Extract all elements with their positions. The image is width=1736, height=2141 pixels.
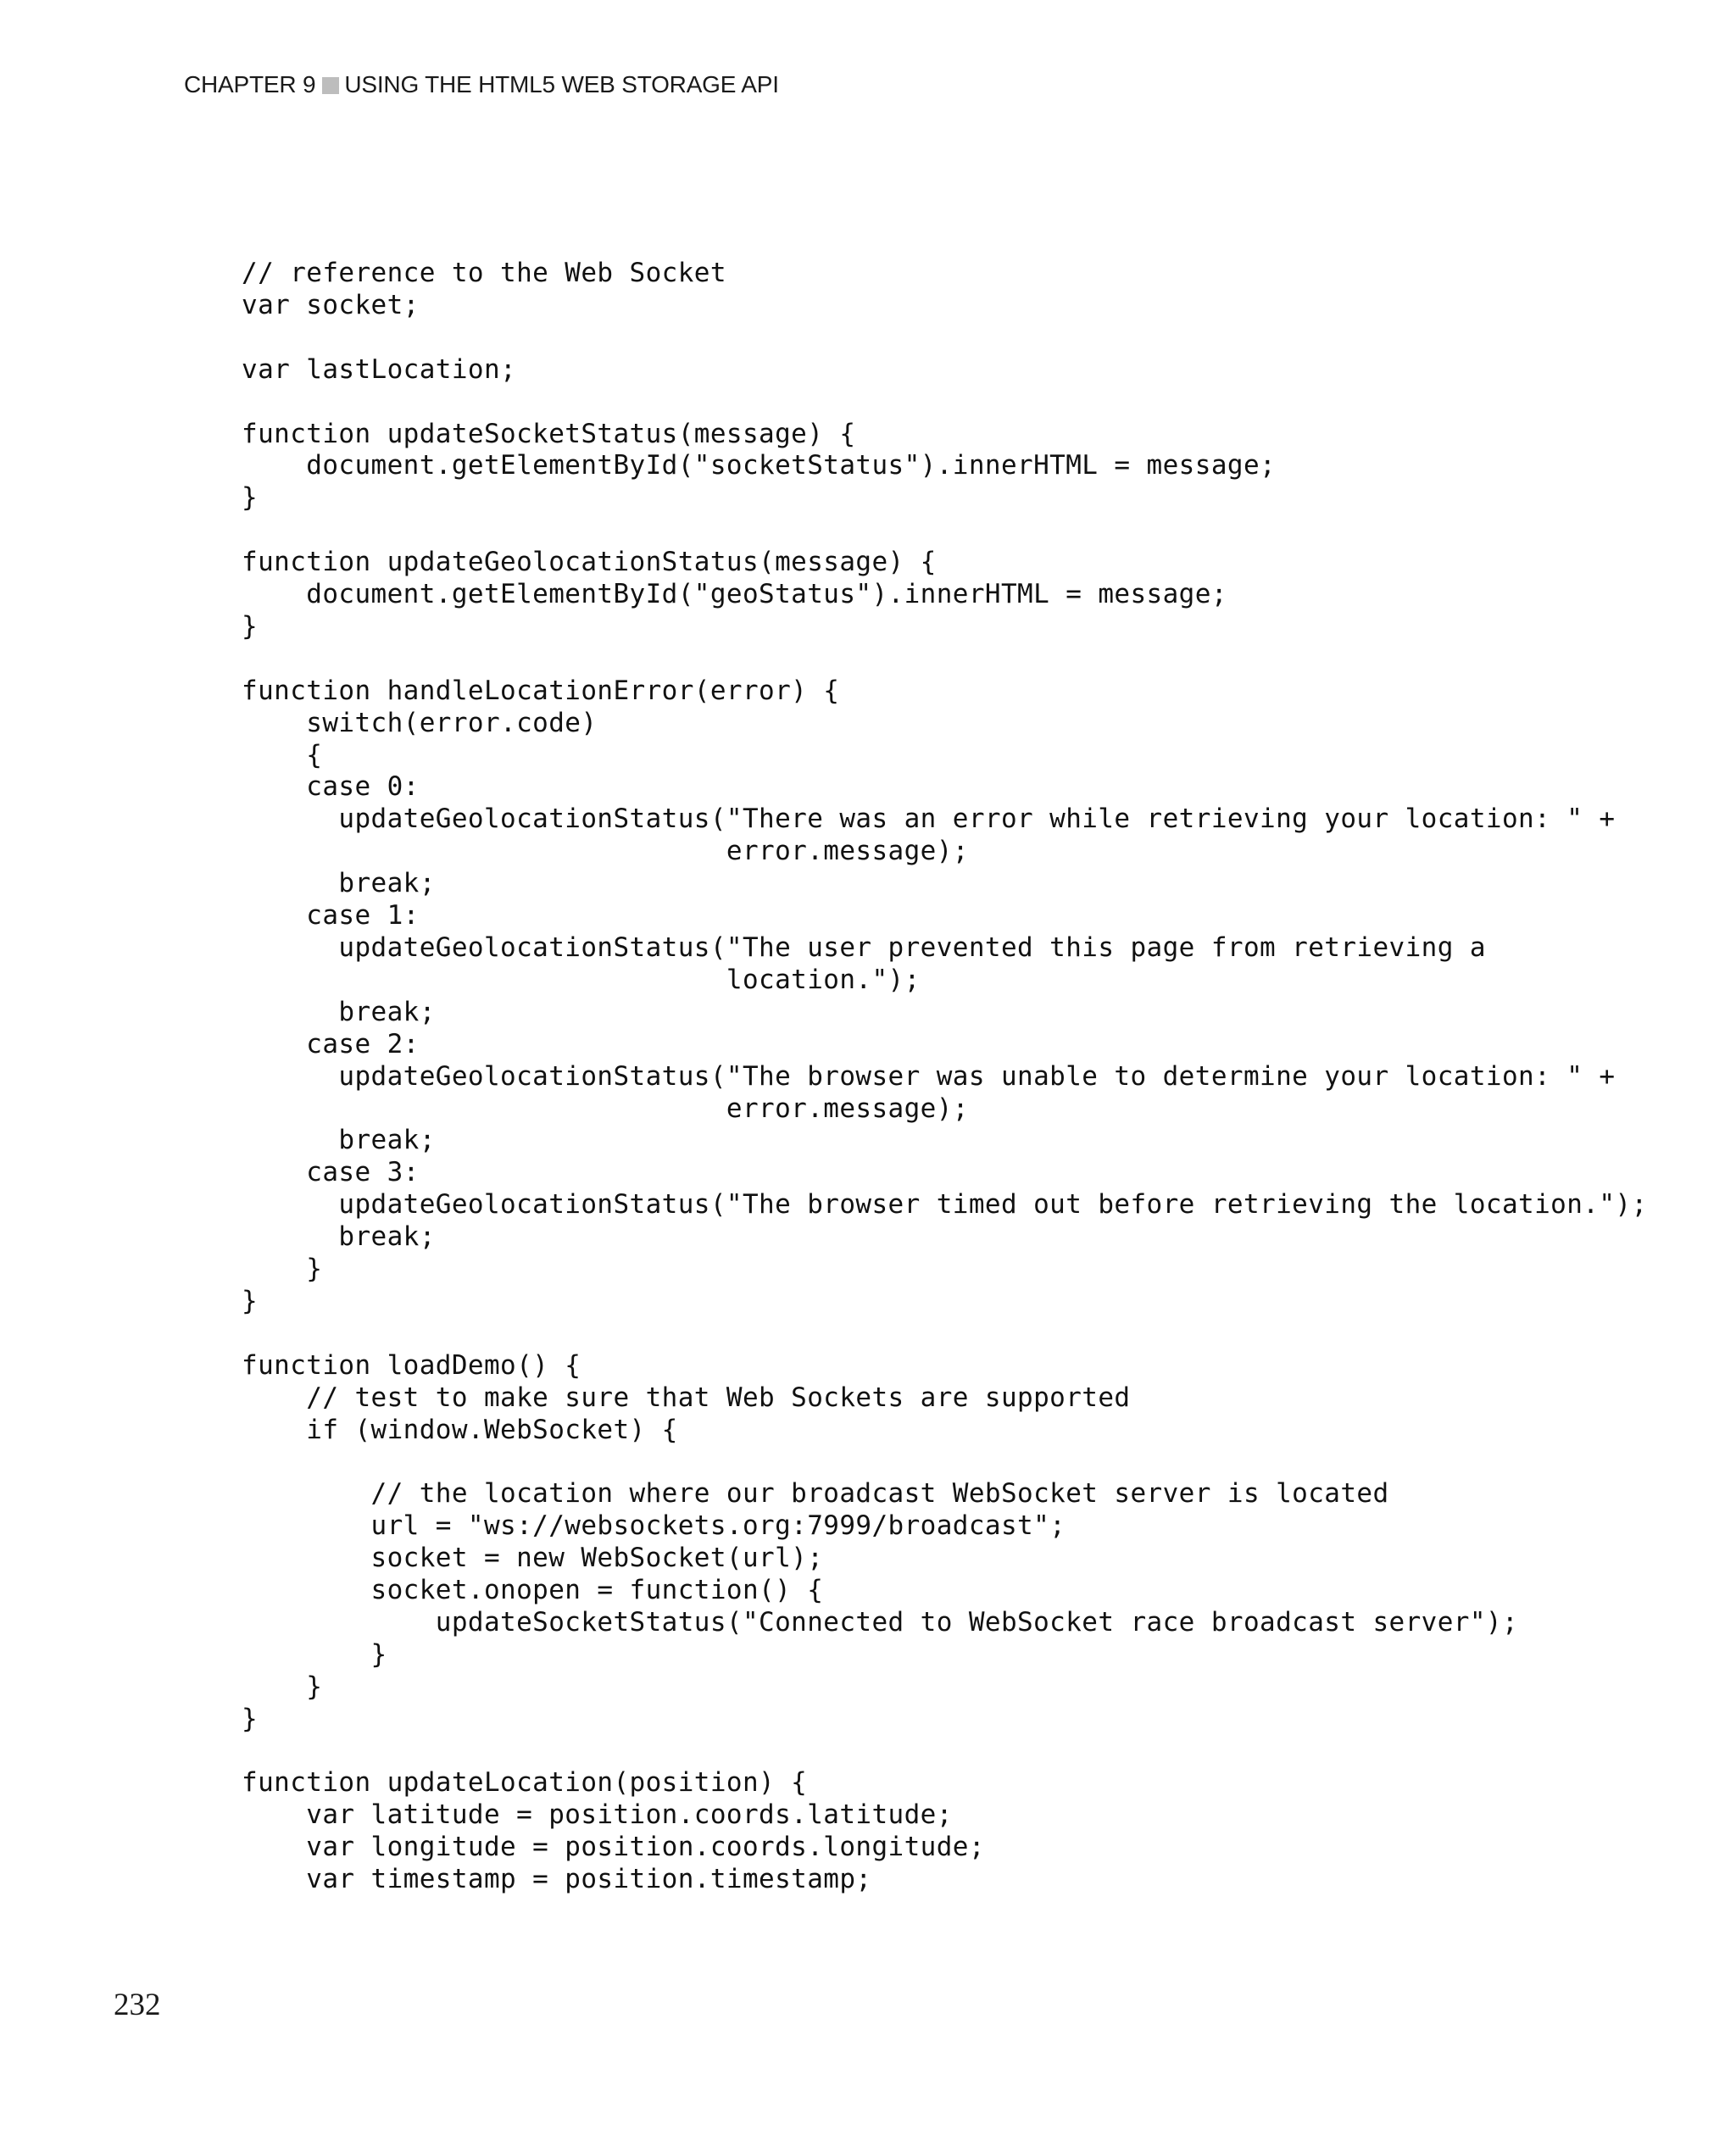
code-line: break;	[242, 996, 436, 1027]
code-line: case 2:	[242, 1028, 420, 1059]
code-line: }	[242, 1285, 259, 1316]
code-line: function updateGeolocationStatus(message) {	[242, 547, 937, 578]
code-line: }	[242, 1703, 259, 1734]
code-line: function updateLocation(position) {	[242, 1767, 808, 1799]
code-line: updateGeolocationStatus("The browser was unable to determine your location: " +	[242, 1060, 1616, 1092]
code-line: if (window.WebSocket) {	[242, 1414, 678, 1445]
code-line: // test to make sure that Web Sockets are supported	[242, 1382, 1131, 1413]
code-line	[242, 1736, 1648, 1768]
code-line: case 3:	[242, 1157, 420, 1188]
code-line	[242, 643, 1648, 676]
separator-square-icon	[322, 77, 339, 94]
code-line: // the location where our broadcast WebSocket server is located	[242, 1478, 1389, 1510]
code-listing	[242, 258, 1648, 1896]
code-line: function handleLocationError(error) {	[242, 675, 840, 706]
code-line: socket.onopen = function() {	[242, 1575, 824, 1606]
chapter-title: USING THE HTML5 WEB STORAGE API	[344, 71, 779, 97]
code-line: document.getElementById("geoStatus").innerHTML = message;	[242, 579, 1227, 610]
code-line: var socket;	[242, 289, 420, 320]
code-line: location.");	[242, 964, 921, 995]
code-line: var latitude = position.coords.latitude;	[242, 1799, 953, 1831]
code-line: }	[242, 1671, 323, 1702]
running-head	[184, 71, 779, 98]
code-line: var longitude = position.coords.longitude;	[242, 1832, 985, 1863]
code-line: break;	[242, 1221, 436, 1253]
code-line: }	[242, 1254, 323, 1285]
code-line	[242, 1446, 1648, 1478]
code-line: }	[242, 1638, 387, 1670]
code-line: switch(error.code)	[242, 707, 598, 738]
code-line	[242, 514, 1648, 547]
code-line: case 1:	[242, 900, 420, 931]
code-line: url = "ws://websockets.org:7999/broadcast";	[242, 1510, 1066, 1542]
code-line: updateGeolocationStatus("The user prevented this page from retrieving a	[242, 931, 1486, 963]
code-line: break;	[242, 868, 436, 899]
code-line	[242, 322, 1648, 354]
page-number: 232	[114, 1988, 161, 2022]
code-line: updateGeolocationStatus("The browser timed out before retrieving the location.");	[242, 1189, 1648, 1221]
code-line: }	[242, 482, 259, 514]
code-line: socket = new WebSocket(url);	[242, 1543, 824, 1574]
chapter-label: CHAPTER 9	[184, 71, 316, 97]
code-line: break;	[242, 1125, 436, 1156]
code-line	[242, 386, 1648, 419]
code-line: case 0:	[242, 771, 420, 803]
code-line: updateGeolocationStatus("There was an error while retrieving your location: " +	[242, 804, 1616, 835]
code-line: document.getElementById("socketStatus").innerHTML = message;	[242, 450, 1277, 481]
code-line: // reference to the Web Socket	[242, 258, 726, 288]
code-line: var lastLocation;	[242, 353, 517, 385]
code-line: {	[242, 739, 323, 770]
code-line: }	[242, 610, 259, 642]
code-line: var timestamp = position.timestamp;	[242, 1864, 872, 1895]
code-line	[242, 1318, 1648, 1350]
code-line: error.message);	[242, 836, 969, 867]
code-line: updateSocketStatus("Connected to WebSocket race broadcast server");	[242, 1606, 1519, 1638]
code-line: function loadDemo() {	[242, 1349, 581, 1381]
code-line: error.message);	[242, 1093, 969, 1124]
code-line: function updateSocketStatus(message) {	[242, 418, 856, 449]
